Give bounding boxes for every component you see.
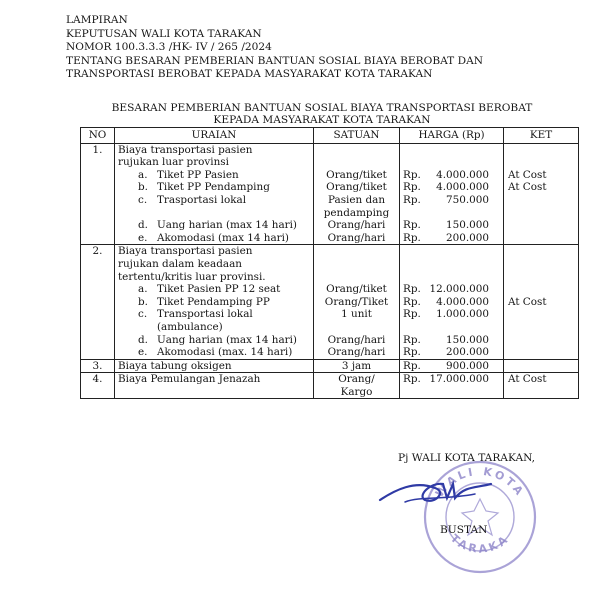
handwritten-signature: [375, 470, 495, 510]
harga-cell: [400, 373, 504, 399]
unit-value: 3 jam: [314, 359, 400, 373]
price-value: Rp. 900.000: [403, 359, 489, 372]
assistance-table: [80, 127, 579, 399]
column-header-uraian: URAIAN: [115, 128, 314, 144]
unit-value: Orang/hari: [327, 231, 386, 244]
table-row: [81, 143, 579, 245]
column-header-satuan: SATUAN: [314, 128, 400, 144]
satuan-cell: [314, 373, 400, 399]
unit-value: Pasien dan: [327, 193, 386, 206]
ket-value: At Cost: [504, 373, 579, 399]
column-header-no: NO: [81, 128, 115, 144]
unit-value: Orang/tiket: [326, 168, 387, 181]
unit-value: 1 unit: [341, 308, 372, 321]
unit-value: Orang/hari: [327, 219, 386, 232]
list-item: c. Trasportasi lokal: [138, 193, 247, 206]
list-item: a. Tiket Pasien PP 12 seat: [138, 283, 281, 296]
list-item-continuation: (ambulance): [157, 320, 223, 333]
ket-cell: [504, 245, 579, 359]
table-title-1: BESARAN PEMBERIAN BANTUAN SOSIAL BIAYA TRANSPORTASI BEROBAT: [111, 102, 533, 114]
header-number: NOMOR 100.3.3.3 /HK- IV / 265 /2024: [66, 41, 272, 54]
unit-value: Orang/hari: [327, 333, 386, 346]
svg-text:TARAKA: TARAKA: [447, 531, 513, 556]
list-item: e. Akomodasi (max 14 hari): [138, 231, 289, 244]
header-lampiran: LAMPIRAN: [66, 14, 128, 26]
uraian-cell: [115, 143, 314, 245]
price-value: Rp. 200.000: [403, 231, 489, 244]
signatory-title: Pj WALI KOTA TARAKAN,: [398, 452, 536, 464]
satuan-cell: [314, 143, 400, 245]
price-value: Rp. 17.000.000: [403, 373, 489, 386]
price-value: Rp. 750.000: [403, 193, 489, 206]
header-decree: KEPUTUSAN WALI KOTA TARAKAN: [66, 27, 262, 40]
unit-value: Orang/: [338, 373, 375, 386]
row-number: 2.: [81, 245, 115, 359]
section-title-line: Biaya transportasi pasien: [118, 143, 253, 156]
price-value: Rp. 1.000.000: [403, 308, 489, 321]
price-value: Rp. 4.000.000: [403, 181, 489, 194]
document-header: [66, 14, 483, 82]
section-title-line: tertentu/kritis luar provinsi.: [118, 270, 266, 283]
uraian-cell: Biaya Pemulangan Jenazah: [115, 373, 314, 399]
unit-value: Orang/Tiket: [324, 295, 389, 308]
harga-cell: [400, 143, 504, 245]
row-number: 4.: [81, 373, 115, 399]
column-header-ket: KET: [504, 128, 579, 144]
ket-cell: [504, 143, 579, 245]
harga-cell: [400, 245, 504, 359]
header-subject-2: TRANSPORTASI BEROBAT KEPADA MASYARAKAT KOTA TARAKAN: [66, 68, 433, 81]
section-title-line: Biaya transportasi pasien: [118, 245, 253, 258]
unit-value: Kargo: [340, 385, 373, 398]
price-value: Rp. 150.000: [403, 219, 489, 232]
unit-value: Orang/hari: [327, 346, 386, 359]
row-number: 1.: [81, 143, 115, 245]
price-value: Rp. 150.000: [403, 333, 489, 346]
table-row: [81, 359, 579, 373]
table-header-row: [81, 128, 579, 144]
list-item: a. Tiket PP Pasien: [138, 168, 239, 181]
list-item: c. Transportasi lokal: [138, 308, 253, 321]
uraian-cell: Biaya tabung oksigen: [115, 359, 314, 373]
header-subject-1: TENTANG BESARAN PEMBERIAN BANTUAN SOSIAL BIAYA BEROBAT DAN: [66, 54, 484, 67]
unit-value: Orang/tiket: [326, 181, 387, 194]
unit-value: Orang/tiket: [326, 283, 387, 296]
table-title-2: KEPADA MASYARAKAT KOTA TARAKAN: [213, 114, 431, 126]
list-item: e. Akomodasi (max. 14 hari): [138, 346, 293, 359]
list-item: d. Uang harian (max 14 hari): [138, 333, 297, 346]
price-value: Rp. 4.000.000: [403, 168, 489, 181]
unit-value: pendamping: [323, 206, 390, 219]
harga-cell: [400, 359, 504, 373]
list-item: b. Tiket PP Pendamping: [138, 181, 270, 194]
table-row: [81, 373, 579, 399]
signatory-name: BUSTAN: [440, 524, 488, 536]
list-item: d. Uang harian (max 14 hari): [138, 219, 297, 232]
uraian-cell: [115, 245, 314, 359]
section-title-line: rujukan dalam keadaan: [118, 257, 242, 270]
price-value: Rp. 12.000.000: [403, 283, 489, 296]
ket-value: At Cost: [508, 181, 547, 194]
svg-text:WALI KOTA: WALI KOTA: [432, 464, 528, 500]
row-number: 3.: [81, 359, 115, 373]
table-row: [81, 245, 579, 359]
price-value: Rp. 200.000: [403, 346, 489, 359]
section-title-line: rujukan luar provinsi: [118, 156, 229, 169]
price-value: Rp. 4.000.000: [403, 295, 489, 308]
column-header-harga: HARGA (Rp): [400, 128, 504, 144]
satuan-cell: [314, 245, 400, 359]
ket-value: At Cost: [508, 295, 547, 308]
ket-cell: [504, 359, 579, 373]
ket-value: At Cost: [508, 168, 547, 181]
list-item: b. Tiket Pendamping PP: [138, 295, 270, 308]
